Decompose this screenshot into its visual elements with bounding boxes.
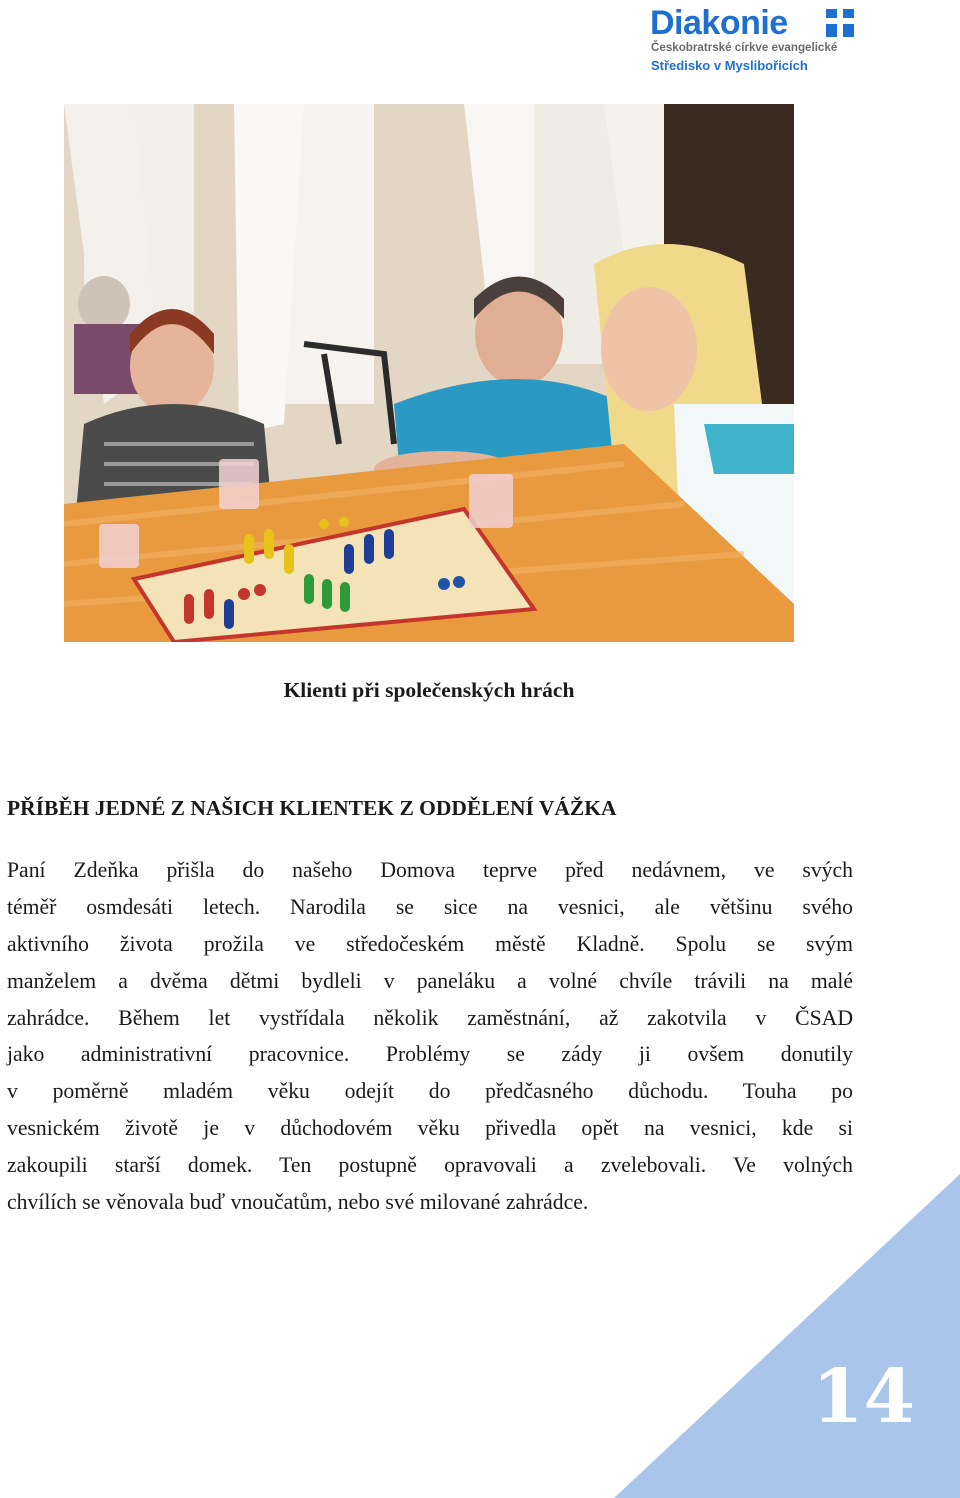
photo-caption: Klienti při společenských hrách <box>283 678 575 702</box>
page-corner-triangle <box>614 1174 960 1498</box>
photo-illustration <box>64 104 794 642</box>
story-body <box>7 852 853 1221</box>
story-heading: PŘÍBĚH JEDNÉ Z NAŠICH KLIENTEK Z ODDĚLENÍ VÁŽKA <box>7 796 617 820</box>
body-line: téměř osmdesáti letech. Narodila se sice na vesnici, ale většinu svého <box>7 894 853 919</box>
body-line: Paní Zdeňka přišla do našeho Domova teprve před nedávnem, ve svých <box>7 858 853 882</box>
logo-place: Středisko v Myslibořicích <box>651 58 808 73</box>
body-line: chvílích se věnovala buď vnoučatům, nebo své milované zahrádce. <box>7 1190 589 1215</box>
diakonie-cross-icon <box>826 9 854 37</box>
body-line: zakoupili starší domek. Ten postupně opravovali a zvelebovali. Ve volných <box>7 1153 853 1178</box>
logo-wordmark: Diakonie <box>650 4 788 42</box>
body-line: manželem a dvěma dětmi bydleli v paneláku a volné chvíle trávili na malé <box>7 968 853 993</box>
page-number: 14 <box>812 1354 915 1440</box>
body-line: zahrádce. Během let vystřídala několik zaměstnání, až zakotvila v ČSAD <box>7 1005 853 1030</box>
body-line: v poměrně mladém věku odejít do předčasného důchodu. Touha po <box>7 1079 853 1104</box>
diakonie-logo <box>650 6 856 74</box>
body-line: jako administrativní pracovnice. Problémy se zády ji ovšem donutily <box>7 1042 853 1067</box>
body-line: aktivního života prožila ve středočeském městě Kladně. Spolu se svým <box>7 931 853 956</box>
logo-subtitle: Českobratrské církve evangelické <box>651 41 838 54</box>
clients-playing-board-game-photo <box>64 104 794 642</box>
body-line: vesnickém životě je v důchodovém věku přivedla opět na vesnici, kde si <box>7 1116 853 1141</box>
